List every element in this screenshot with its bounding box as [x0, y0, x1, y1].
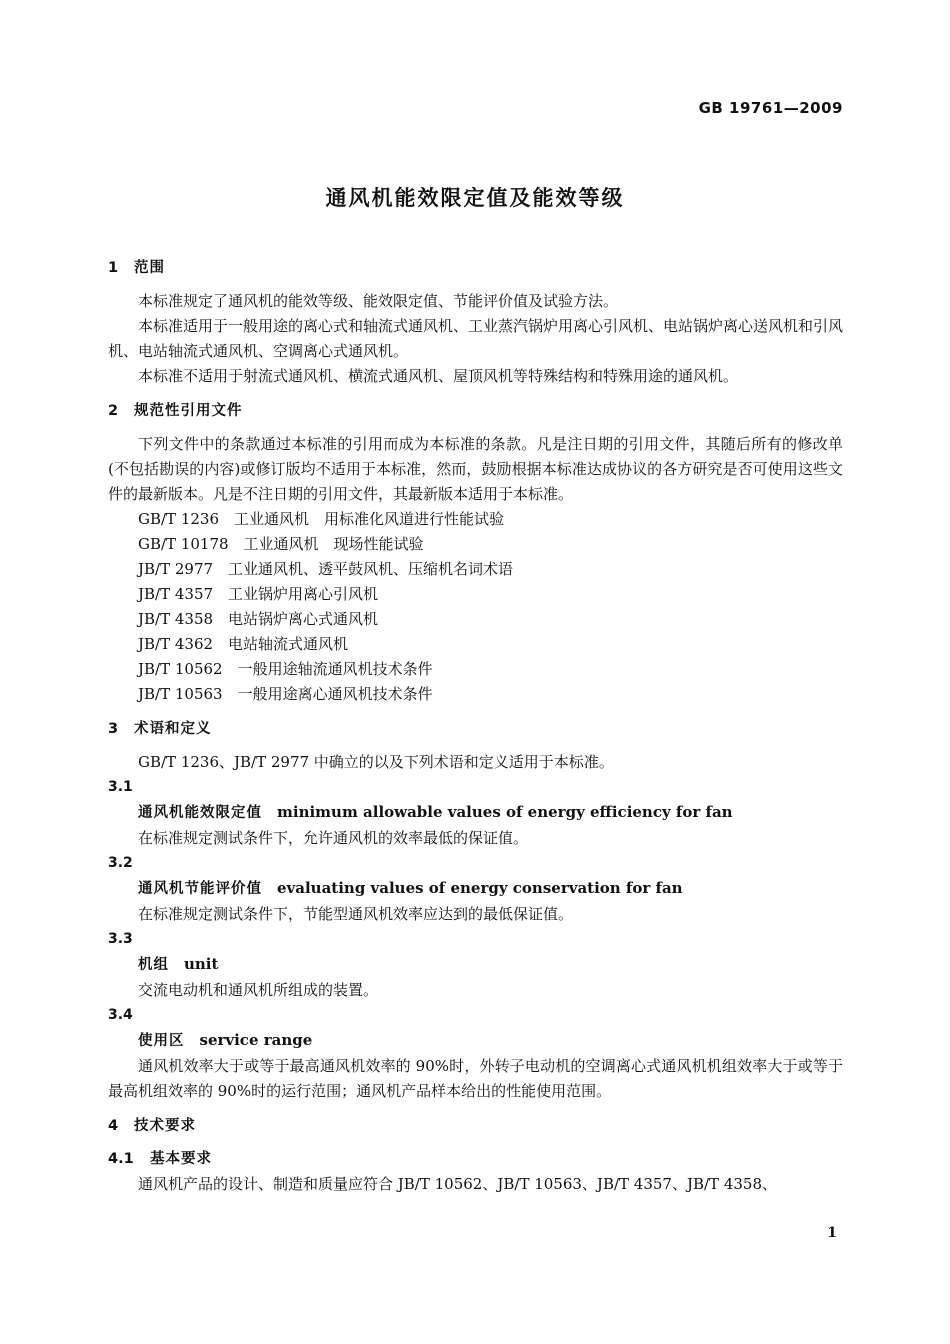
paragraph: 本标准适用于一般用途的离心式和轴流式通风机、工业蒸汽锅炉用离心引风机、电站锅炉离心送风机和引风机、电站轴流式通风机、空调离心式通风机。 [108, 317, 844, 360]
term-heading: 机组 unit [138, 955, 219, 973]
document-title: 通风机能效限定值及能效等级 [325, 186, 625, 210]
term-definition: 通风机效率大于或等于最高通风机效率的 90%时，外转子电动机的空调离心式通风机机组效率大于或等于最高机组效率的 90%时的运行范围；通风机产品样本给出的性能使用范围。 [108, 1057, 843, 1100]
reference-item: JB/T 4358 电站锅炉离心式通风机 [138, 610, 379, 628]
section-4-heading: 4 技术要求 [108, 1118, 196, 1134]
term-number: 3.4 [108, 1007, 133, 1023]
term-definition: 在标准规定测试条件下，节能型通风机效率应达到的最低保证值。 [138, 905, 574, 923]
paragraph: GB/T 1236、JB/T 2977 中确立的以及下列术语和定义适用于本标准。 [138, 753, 614, 771]
standard-code: GB 19761—2009 [698, 99, 843, 117]
paragraph: 通风机产品的设计、制造和质量应符合 JB/T 10562、JB/T 10563、JB/T 4357、JB/T 4358、 [138, 1175, 778, 1193]
reference-item: JB/T 10562 一般用途轴流通风机技术条件 [138, 660, 433, 678]
term-number: 3.1 [108, 779, 133, 795]
reference-item: GB/T 10178 工业通风机 现场性能试验 [138, 535, 424, 553]
reference-item: JB/T 2977 工业通风机、透平鼓风机、压缩机名词术语 [138, 560, 514, 578]
term-definition: 在标准规定测试条件下，允许通风机的效率最低的保证值。 [138, 829, 529, 847]
document-body [108, 256, 843, 1197]
section-3-heading: 3 术语和定义 [108, 721, 212, 737]
reference-item: JB/T 4362 电站轴流式通风机 [138, 635, 349, 653]
term-definition: 交流电动机和通风机所组成的装置。 [138, 981, 379, 999]
term-number: 3.2 [108, 855, 133, 871]
reference-item: GB/T 1236 工业通风机 用标准化风道进行性能试验 [138, 510, 505, 528]
subsection-4-1-heading: 4.1 基本要求 [108, 1151, 212, 1167]
paragraph: 下列文件中的条款通过本标准的引用而成为本标准的条款。凡是注日期的引用文件，其随后所有的修改单(不包括勘误的内容)或修订版均不适用于本标准，然而，鼓励根据本标准达成协议的各方研究是否可使用这些文件的最新版本。凡是不注日期的引用文件，其最新版本适用于本标准。 [108, 435, 843, 503]
term-heading: 通风机能效限定值 minimum allowable values of energy efficiency for fan [138, 803, 733, 821]
term-heading: 通风机节能评价值 evaluating values of energy conservation for fan [138, 879, 683, 897]
term-number: 3.3 [108, 931, 133, 947]
section-2-heading: 2 规范性引用文件 [108, 403, 243, 419]
paragraph: 本标准不适用于射流式通风机、横流式通风机、屋顶风机等特殊结构和特殊用途的通风机。 [138, 367, 739, 385]
reference-item: JB/T 4357 工业锅炉用离心引风机 [138, 585, 379, 603]
reference-item: JB/T 10563 一般用途离心通风机技术条件 [138, 685, 433, 703]
term-heading: 使用区 service range [138, 1031, 313, 1049]
page-number: 1 [827, 1225, 837, 1241]
paragraph: 本标准规定了通风机的能效等级、能效限定值、节能评价值及试验方法。 [138, 292, 619, 310]
section-1-heading: 1 范围 [108, 260, 165, 276]
